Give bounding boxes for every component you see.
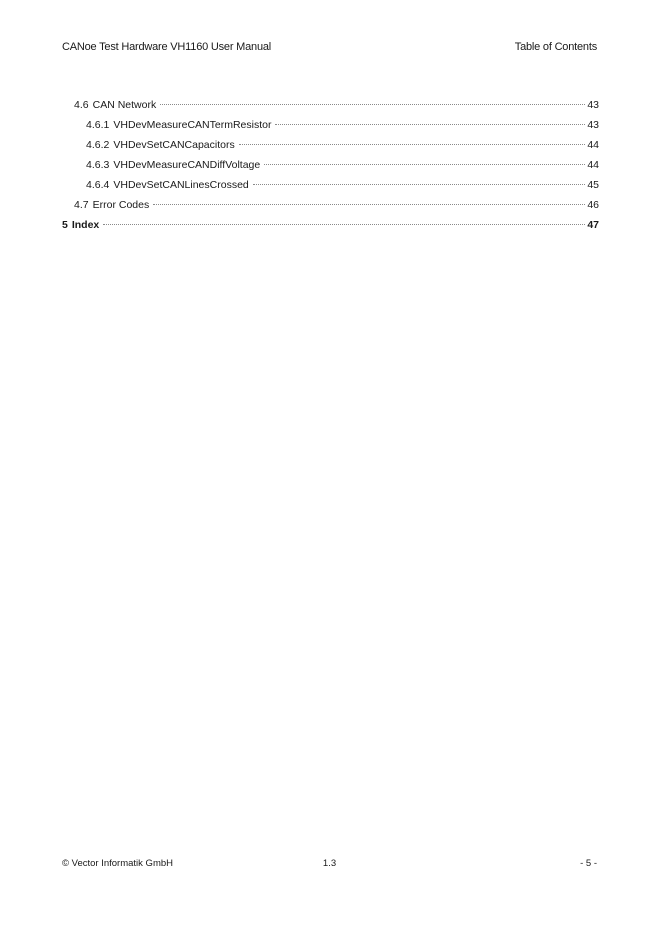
- toc-leader-dots: [253, 184, 585, 185]
- toc-entry-number: 4.6.1: [86, 119, 110, 131]
- header-section-title: Table of Contents: [514, 41, 597, 53]
- toc-entry[interactable]: [62, 175, 599, 195]
- toc-entry[interactable]: [62, 95, 599, 115]
- toc-entry[interactable]: [62, 115, 599, 135]
- footer-version: 1.3: [322, 858, 337, 869]
- toc-entry-page: 45: [587, 179, 599, 191]
- toc-leader-dots: [103, 224, 585, 225]
- toc-entry-title: CAN Network: [92, 99, 157, 111]
- toc-entry-page: 43: [587, 119, 599, 131]
- header-document-title: CANoe Test Hardware VH1160 User Manual: [62, 41, 272, 53]
- page-footer: [62, 858, 597, 869]
- toc-entry-title: VHDevSetCANLinesCrossed: [113, 179, 249, 191]
- toc-entry-number: 4.6: [74, 99, 89, 111]
- toc-entry-title: Error Codes: [92, 199, 150, 211]
- toc-entry-number: 4.6.2: [86, 139, 110, 151]
- toc-entry-number: 4.6.3: [86, 159, 110, 171]
- toc-entry[interactable]: [62, 155, 599, 175]
- toc-entry[interactable]: [62, 195, 599, 215]
- toc-entry-title: VHDevMeasureCANTermResistor: [113, 119, 272, 131]
- toc-entry-title: Index: [71, 219, 100, 231]
- toc-entry[interactable]: [62, 135, 599, 155]
- toc-leader-dots: [160, 104, 585, 105]
- toc-leader-dots: [153, 204, 585, 205]
- toc-entry-page: 47: [587, 219, 599, 231]
- footer-copyright: © Vector Informatik GmbH: [62, 858, 174, 869]
- toc-leader-dots: [275, 124, 585, 125]
- footer-page-number: - 5 -: [580, 858, 597, 869]
- toc-entry-number: 4.7: [74, 199, 89, 211]
- toc-entry-title: VHDevSetCANCapacitors: [113, 139, 235, 151]
- toc-leader-dots: [239, 144, 585, 145]
- toc-leader-dots: [264, 164, 585, 165]
- toc-entry-page: 44: [587, 139, 599, 151]
- toc-entry-number: 4.6.4: [86, 179, 110, 191]
- toc-entry-page: 43: [587, 99, 599, 111]
- table-of-contents: [62, 95, 599, 235]
- toc-entry-page: 46: [587, 199, 599, 211]
- page-header: [62, 41, 597, 53]
- toc-entry-number: 5: [62, 219, 68, 231]
- toc-entry-page: 44: [587, 159, 599, 171]
- toc-entry[interactable]: [62, 215, 599, 235]
- toc-entry-title: VHDevMeasureCANDiffVoltage: [113, 159, 261, 171]
